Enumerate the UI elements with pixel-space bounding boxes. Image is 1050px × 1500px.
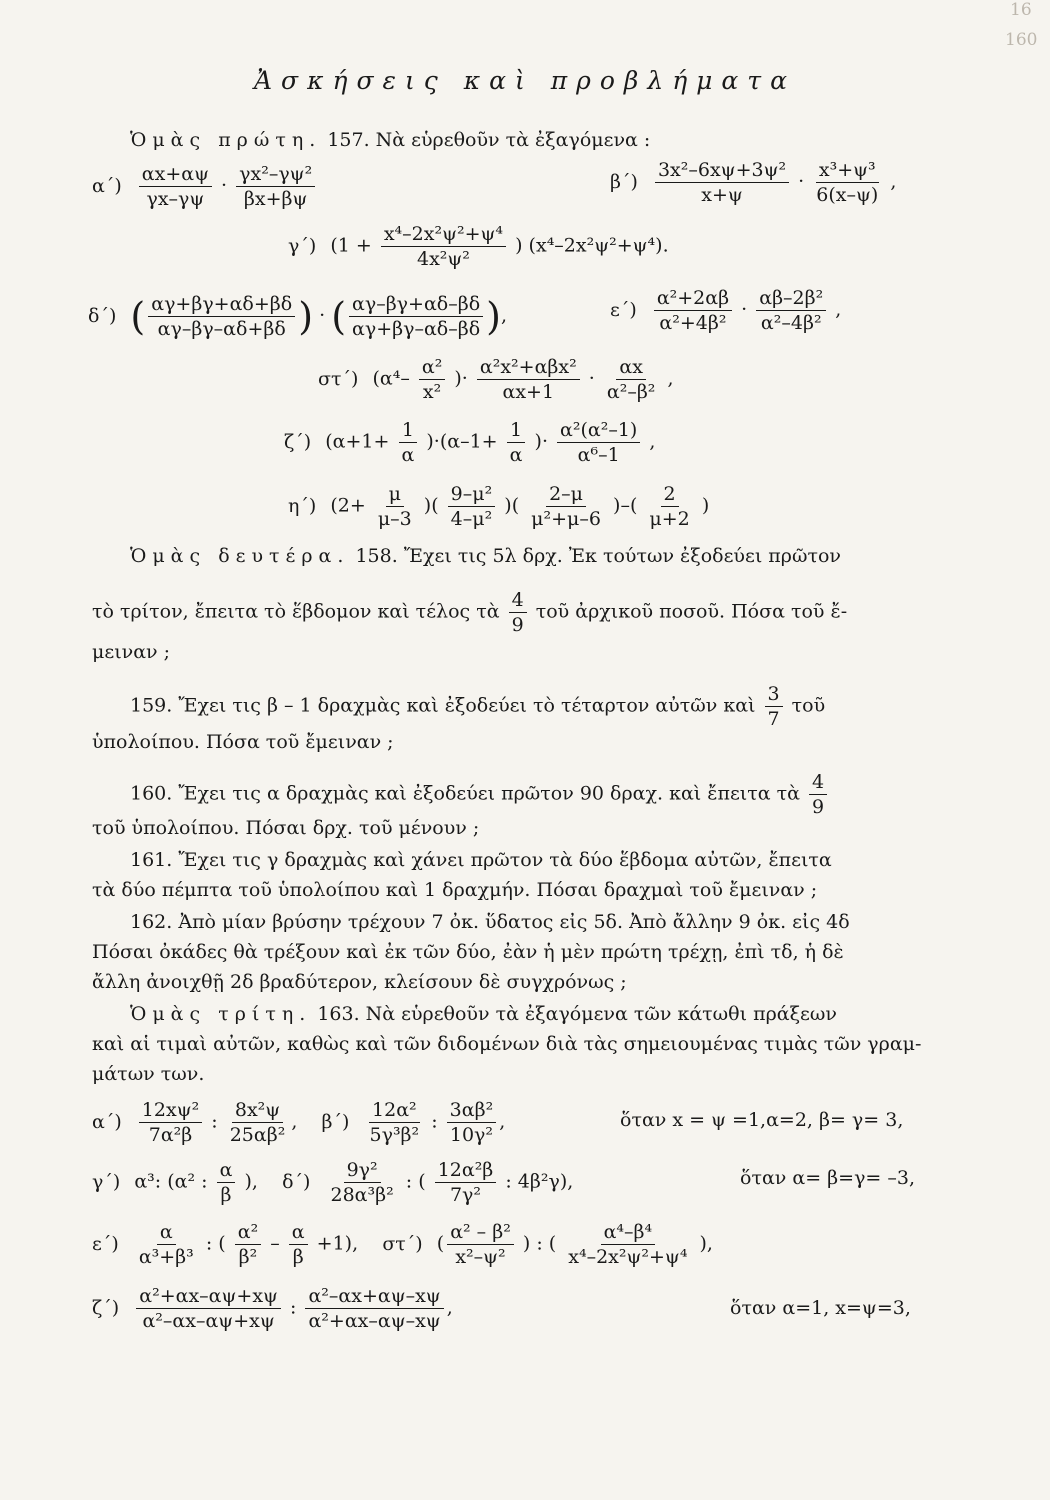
- operator: :: [290, 1296, 297, 1319]
- denominator: μ+2: [649, 508, 690, 530]
- expr: α³: (α² :: [134, 1170, 208, 1193]
- denominator: x⁴–2x²ψ²+ψ⁴: [568, 1246, 688, 1268]
- numerator: α: [217, 1158, 236, 1183]
- punct: ,: [291, 1110, 298, 1133]
- numerator: α⁴–β⁴: [601, 1220, 656, 1245]
- denominator: βx+βψ: [243, 188, 308, 210]
- numerator: α²+αx–αψ+xψ: [136, 1284, 281, 1309]
- fraction: [367, 1098, 423, 1147]
- paren: (: [331, 294, 347, 339]
- denominator: 9: [511, 614, 524, 636]
- numerator: α: [289, 1220, 308, 1245]
- ex-label: α΄): [92, 1110, 122, 1133]
- fraction: [507, 418, 526, 467]
- fraction: [381, 222, 506, 271]
- fraction: [565, 1220, 690, 1269]
- group3-line: [130, 1002, 837, 1026]
- group2-heading: Ὁμὰς δευτέρα.: [130, 545, 350, 567]
- numerator: x⁴–2x²ψ²+ψ⁴: [381, 222, 506, 247]
- paren: (: [130, 294, 146, 339]
- expr: )–(: [613, 494, 638, 517]
- numerator: 3αβ²: [447, 1098, 497, 1123]
- numerator: 4: [809, 770, 827, 795]
- ex163-z: [92, 1284, 453, 1333]
- ex157-b: [610, 158, 896, 207]
- denominator: β²: [238, 1246, 258, 1268]
- fraction: [604, 355, 659, 404]
- denominator: 4–μ²: [450, 508, 493, 530]
- fraction: [139, 1098, 202, 1147]
- ex163-gd-condition: ὅταν α= β=γ= –3,: [740, 1167, 916, 1189]
- ex163-est: [92, 1220, 713, 1269]
- fraction: [765, 682, 783, 731]
- fraction: [813, 158, 881, 207]
- denominator: 4x²ψ²: [416, 248, 470, 270]
- denominator: 10γ²: [449, 1124, 494, 1146]
- denominator: 28α³β²: [330, 1184, 394, 1206]
- ex-label: στ΄): [318, 367, 359, 390]
- denominator: α⁶–1: [577, 444, 620, 466]
- denominator: α²–αx–αψ+xψ: [142, 1310, 275, 1332]
- denominator: α²–4β²: [760, 312, 822, 334]
- punct: ,: [446, 1296, 453, 1319]
- ex157-z: [284, 418, 655, 467]
- page-number-bleed: 16: [1010, 0, 1032, 20]
- numerator: αx: [616, 355, 646, 380]
- denominator: α²–β²: [606, 381, 656, 403]
- fraction: [646, 482, 692, 531]
- denominator: β: [220, 1184, 232, 1206]
- operator: ·: [798, 170, 805, 193]
- exercise-162-line2: Πόσαι ὀκάδες θὰ τρέξουν καὶ ἐκ τῶν δύο, ἐὰν ἡ μὲν πρώτη τρέχῃ, ἐπὶ τδ, ἡ δὲ: [92, 941, 844, 963]
- ex-label: ε΄): [610, 298, 637, 321]
- exercise-159-line2: ὑπολοίπου. Πόσα τοῦ ἔμειναν ;: [92, 731, 394, 753]
- exercise-163-line3: μάτων των.: [92, 1063, 205, 1085]
- expr: )(: [423, 494, 439, 517]
- ex157-g: [288, 222, 669, 271]
- numerator: α²: [419, 355, 445, 380]
- ex-label: ε΄): [92, 1232, 119, 1255]
- expr: (α⁴–: [372, 367, 410, 390]
- denominator: β: [292, 1246, 304, 1268]
- punct: ,: [500, 304, 508, 327]
- denominator: μ–3: [377, 508, 412, 530]
- operator: ·: [588, 367, 595, 390]
- group3-heading: Ὁμὰς τρίτη.: [130, 1003, 312, 1025]
- expr: : 4β²γ),: [505, 1170, 574, 1193]
- ex-label: β΄): [610, 170, 638, 193]
- denominator: x+ψ: [701, 184, 743, 206]
- fraction: [756, 286, 826, 335]
- ex157-h: [288, 482, 709, 531]
- text: τοῦ ἀρχικοῦ ποσοῦ. Πόσα τοῦ ἔ-: [535, 600, 848, 623]
- group2-line: [130, 544, 841, 568]
- ex157-d: [88, 292, 507, 341]
- operator: ·: [221, 174, 228, 197]
- ex163-ab-condition: ὅταν x = ψ =1,α=2, β= γ= 3,: [620, 1109, 904, 1131]
- operator: ) : (: [522, 1232, 557, 1255]
- denominator: 25αβ²: [229, 1124, 286, 1146]
- numerator: α² – β²: [447, 1220, 514, 1245]
- numerator: 12α²: [369, 1098, 420, 1123]
- operator: –: [270, 1232, 280, 1255]
- expr: ) (x⁴–2x²ψ²+ψ⁴).: [515, 234, 669, 257]
- operator: :: [431, 1110, 438, 1133]
- expr: ): [701, 494, 710, 517]
- denominator: μ²+μ–6: [531, 508, 601, 530]
- exercise-162-line3: ἄλλη ἀνοιχθῇ 2δ βραδύτερον, κλείσουν δὲ συγχρόνως ;: [92, 971, 627, 993]
- numerator: 12xψ²: [139, 1098, 202, 1123]
- ex157-e: [610, 286, 841, 335]
- expr: (1 +: [330, 234, 372, 257]
- expr: )·(α–1+: [426, 430, 498, 453]
- numerator: 8x²ψ: [232, 1098, 283, 1123]
- exercise-158-line3: μειναν ;: [92, 641, 171, 663]
- punct: ,: [835, 298, 842, 321]
- fraction: [398, 418, 417, 467]
- ex-label: δ΄): [282, 1170, 311, 1193]
- exercise-163-text: 163. Νὰ εὑρεθοῦν τὰ ἐξαγόμενα τῶν κάτωθι πράξεων: [317, 1003, 837, 1025]
- numerator: α²(α²–1): [557, 418, 640, 443]
- ex163-ab: [92, 1098, 505, 1147]
- numerator: α²: [235, 1220, 261, 1245]
- numerator: αγ+βγ+αδ+βδ: [148, 292, 295, 317]
- fraction: [235, 1220, 261, 1269]
- operator: :: [211, 1110, 218, 1133]
- fraction: [448, 482, 496, 531]
- fraction: [349, 292, 483, 341]
- denominator: 5γ³β²: [369, 1124, 420, 1146]
- fraction: [809, 770, 827, 819]
- exercise-159-line1: [130, 682, 825, 731]
- fraction: [236, 162, 315, 211]
- numerator: α²–αx+αψ–xψ: [305, 1284, 443, 1309]
- fraction: [528, 482, 604, 531]
- ex163-gd: [92, 1158, 573, 1207]
- numerator: x³+ψ³: [816, 158, 879, 183]
- denominator: α: [401, 444, 415, 466]
- denominator: α²+4β²: [659, 312, 727, 334]
- denominator: 7γ²: [449, 1184, 482, 1206]
- fraction: [305, 1284, 443, 1333]
- numerator: 2: [661, 482, 679, 507]
- denominator: x²–ψ²: [455, 1246, 506, 1268]
- numerator: α²+2αβ: [654, 286, 732, 311]
- ex-label: γ΄): [92, 1170, 121, 1193]
- text: τὸ τρίτον, ἔπειτα τὸ ἕβδομον καὶ τέλος τὰ: [92, 600, 500, 623]
- exercise-160-line2: τοῦ ὑπολοίπου. Πόσαι δρχ. τοῦ μένουν ;: [92, 817, 480, 839]
- ex-label: ζ΄): [92, 1296, 120, 1319]
- exercise-158-line2: [92, 588, 847, 637]
- expr: (2+: [330, 494, 366, 517]
- denominator: 9: [812, 796, 825, 818]
- page-title: Ἀσκήσεις καὶ προβλήματα: [253, 66, 797, 95]
- numerator: 1: [399, 418, 417, 443]
- operator: : (: [405, 1170, 426, 1193]
- denominator: αx+1: [502, 381, 555, 403]
- ex-label: η΄): [288, 494, 317, 517]
- operator: ·: [741, 298, 748, 321]
- numerator: αγ–βγ+αδ–βδ: [349, 292, 483, 317]
- numerator: α²x²+αβx²: [477, 355, 580, 380]
- fraction: [217, 1158, 236, 1207]
- fraction: [148, 292, 295, 341]
- numerator: 1: [507, 418, 525, 443]
- text: τοῦ: [791, 694, 826, 717]
- fraction: [227, 1098, 289, 1147]
- ex157-a: [92, 162, 318, 211]
- exercise-161-line1: 161. Ἔχει τις γ δραχμὰς καὶ χάνει πρῶτον τὰ δύο ἕβδομα αὐτῶν, ἔπειτα: [130, 849, 832, 871]
- exercise-162-line1: 162. Ἀπὸ μίαν βρύσην τρέχουν 7 ὀκ. ὕδατος εἰς 5δ. Ἀπὸ ἄλλην 9 ὀκ. εἰς 4δ: [130, 911, 850, 933]
- text: 160. Ἔχει τις α δραχμὰς καὶ ἐξοδεύει πρῶτον 90 δραχ. καὶ ἔπειτα τὰ: [130, 782, 800, 805]
- expr: )(: [504, 494, 520, 517]
- expr: (α+1+: [325, 430, 390, 453]
- fraction: [447, 1220, 514, 1269]
- ex163-z-condition: ὅταν α=1, x=ψ=3,: [730, 1297, 911, 1319]
- exercise-160-line1: [130, 770, 830, 819]
- denominator: αγ+βγ–αδ–βδ: [352, 318, 481, 340]
- punct: ,: [667, 367, 674, 390]
- denominator: 7: [767, 708, 780, 730]
- denominator: αγ–βγ–αδ+βδ: [157, 318, 286, 340]
- fraction: [375, 482, 415, 531]
- numerator: α: [157, 1220, 176, 1245]
- numerator: αx+αψ: [139, 162, 212, 187]
- expr: )·: [454, 367, 468, 390]
- exercise-157-intro: 157. Νὰ εὑρεθοῦν τὰ ἐξαγόμενα :: [327, 129, 651, 151]
- fraction: [447, 1098, 497, 1147]
- group1-heading: Ὁμὰς πρώτη.: [130, 129, 322, 151]
- group1-line: [130, 128, 650, 152]
- numerator: 3x²–6xψ+3ψ²: [655, 158, 789, 183]
- numerator: αβ–2β²: [756, 286, 826, 311]
- expr: ),: [244, 1170, 258, 1193]
- denominator: x²: [422, 381, 442, 403]
- fraction: [136, 1220, 197, 1269]
- numerator: μ: [386, 482, 404, 507]
- fraction: [557, 418, 640, 467]
- ex-label: γ΄): [288, 234, 317, 257]
- denominator: 7α²β: [148, 1124, 193, 1146]
- page-number-bleed-2: 160: [1005, 30, 1038, 50]
- fraction: [435, 1158, 497, 1207]
- numerator: 9γ²: [344, 1158, 381, 1183]
- fraction: [289, 1220, 308, 1269]
- fraction: [654, 286, 732, 335]
- ex-label: β΄): [321, 1110, 350, 1133]
- exercise-158-text: 158. Ἔχει τις 5λ δρχ. Ἐκ τούτων ἐξοδεύει πρῶτον: [355, 545, 841, 567]
- paren: ): [298, 294, 314, 339]
- denominator: α²+αx–αψ–xψ: [308, 1310, 441, 1332]
- fraction: [139, 162, 212, 211]
- numerator: γx²–γψ²: [236, 162, 315, 187]
- punct: ,: [649, 430, 656, 453]
- fraction: [136, 1284, 281, 1333]
- exercise-163-line2: καὶ αἱ τιμαὶ αὐτῶν, καθὼς καὶ τῶν διδομένων διὰ τὰς σημειουμένας τιμὰς τῶν γραμ-: [92, 1033, 922, 1055]
- numerator: 9–μ²: [448, 482, 496, 507]
- denominator: 6(x–ψ): [816, 184, 879, 206]
- fraction: [509, 588, 527, 637]
- expr: )·: [534, 430, 548, 453]
- operator: ·: [319, 304, 326, 327]
- exercise-161-line2: τὰ δύο πέμπτα τοῦ ὑπολοίπου καὶ 1 δραχμήν. Πόσαι δραχμαὶ τοῦ ἔμειναν ;: [92, 879, 818, 901]
- fraction: [328, 1158, 397, 1207]
- ex-label: ζ΄): [284, 430, 312, 453]
- expr: ),: [699, 1232, 713, 1255]
- numerator: 2–μ: [546, 482, 586, 507]
- expr: +1),: [316, 1232, 359, 1255]
- ex157-st: [318, 355, 674, 404]
- text: 159. Ἔχει τις β – 1 δραχμὰς καὶ ἐξοδεύει τὸ τέταρτον αὐτῶν καὶ: [130, 694, 756, 717]
- fraction: [477, 355, 580, 404]
- fraction: [655, 158, 789, 207]
- paren: (: [436, 1232, 445, 1255]
- ex-label: α΄): [92, 174, 122, 197]
- operator: : (: [205, 1232, 226, 1255]
- ex-label: δ΄): [88, 304, 117, 327]
- denominator: γx–γψ: [146, 188, 205, 210]
- denominator: α: [509, 444, 523, 466]
- fraction: [419, 355, 445, 404]
- denominator: α³+β³: [138, 1246, 194, 1268]
- numerator: 4: [509, 588, 527, 613]
- numerator: 3: [765, 682, 783, 707]
- ex-label: στ΄): [382, 1232, 423, 1255]
- numerator: 12α²β: [435, 1158, 497, 1183]
- punct: ,: [890, 170, 897, 193]
- paren: ): [486, 294, 501, 339]
- punct: ,: [499, 1110, 506, 1133]
